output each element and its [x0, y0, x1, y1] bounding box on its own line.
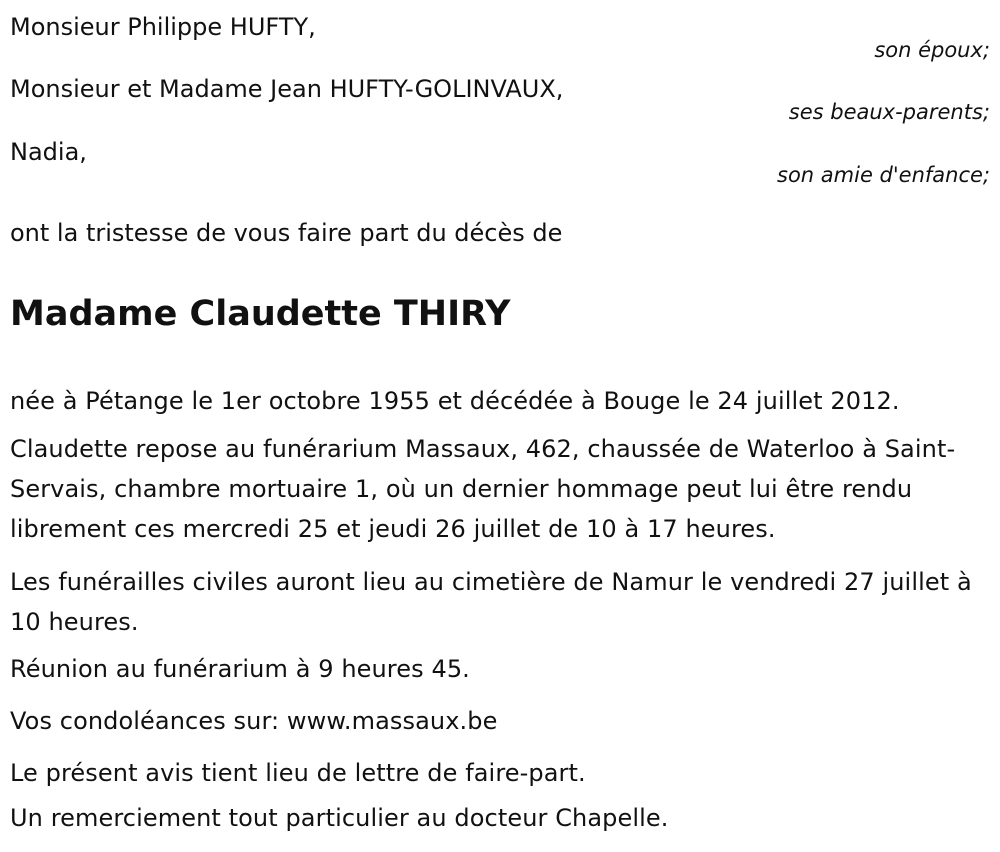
family-member-relation: son amie d'enfance;: [777, 163, 990, 187]
family-member-relation: ses beaux-parents;: [788, 100, 990, 124]
family-member-relation: son époux;: [874, 38, 990, 62]
funerarium-info: Claudette repose au funérarium Massaux, 462, chaussée de Waterloo à Saint-Servais, chambre mortuaire 1, où un dernier hommage peut lui être rendu librement ces mercredi 25 et jeudi 26 juillet de 10 à 17 heures.: [10, 435, 956, 543]
condolences-info: Vos condoléances sur: www.massaux.be: [10, 707, 498, 735]
family-member-name: Monsieur et Madame Jean HUFTY-GOLINVAUX,: [10, 75, 564, 103]
family-member-name: Monsieur Philippe HUFTY,: [10, 13, 316, 41]
thanks-text: Un remerciement tout particulier au docteur Chapelle.: [10, 804, 669, 832]
funeral-info: Les funérailles civiles auront lieu au cimetière de Namur le vendredi 27 juillet à 10 heures.: [10, 568, 972, 636]
announcement-text: ont la tristesse de vous faire part du décès de: [10, 219, 563, 247]
birth-death-dates: née à Pétange le 1er octobre 1955 et décédée à Bouge le 24 juillet 2012.: [10, 387, 900, 415]
deceased-name: Madame Claudette THIRY: [10, 294, 511, 334]
notice-statement: Le présent avis tient lieu de lettre de faire-part.: [10, 759, 586, 787]
reunion-info: Réunion au funérarium à 9 heures 45.: [10, 655, 470, 683]
family-member-name: Nadia,: [10, 138, 87, 166]
